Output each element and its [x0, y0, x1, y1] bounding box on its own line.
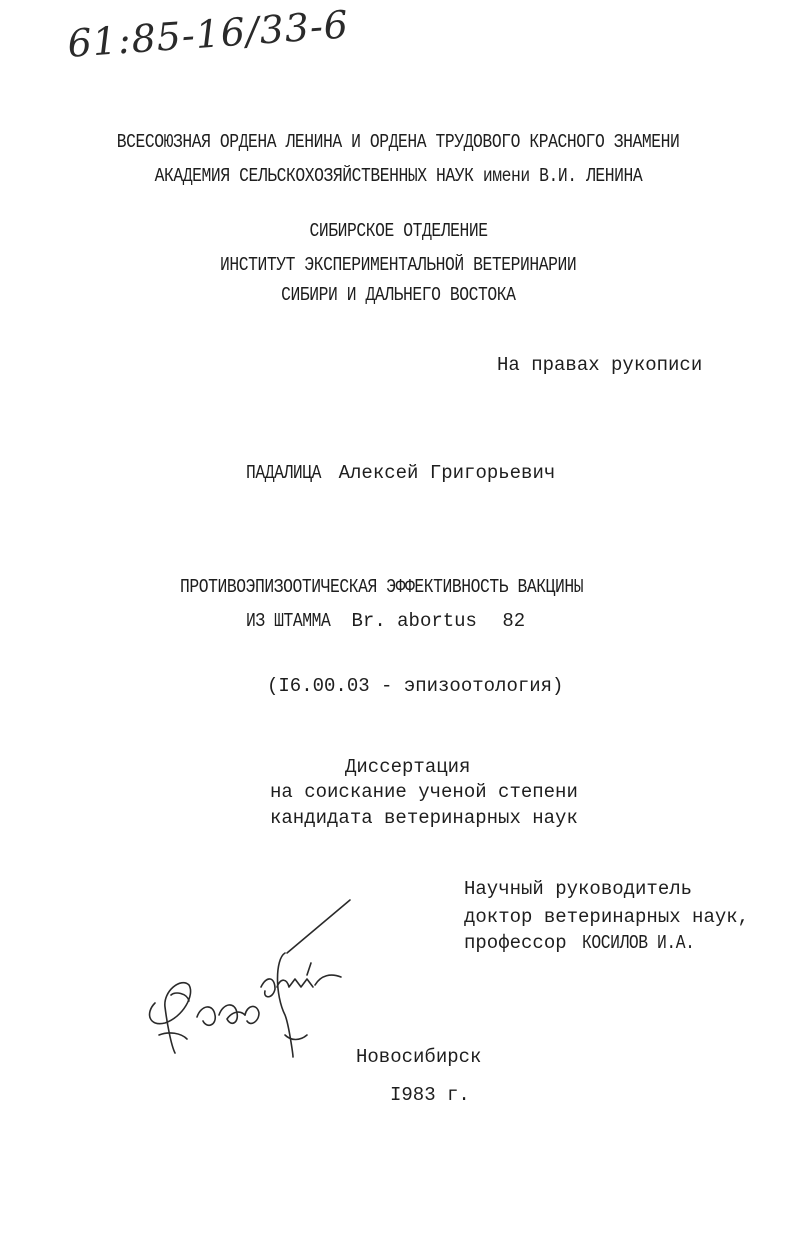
title-strain-prefix: ИЗ ШТАММА	[246, 610, 331, 632]
city: Новосибирск	[356, 1046, 482, 1068]
degree-line3: кандидата ветеринарных наук	[270, 807, 578, 829]
specialty-code: (I6.00.03 - эпизоотология)	[267, 675, 564, 697]
academy-name-line2: АКАДЕМИЯ СЕЛЬСКОХОЗЯЙСТВЕННЫХ НАУК имени В.И. ЛЕНИНА	[154, 165, 643, 187]
dissertation-title-line1: ПРОТИВОЭПИЗООТИЧЕСКАЯ ЭФФЕКТИВНОСТЬ ВАКЦИНЫ	[180, 576, 584, 598]
supervisor-title: профессор	[464, 932, 567, 954]
academy-name-line1: ВСЕСОЮЗНАЯ ОРДЕНА ЛЕНИНА И ОРДЕНА ТРУДОВОГО КРАСНОГО ЗНАМЕНИ	[117, 131, 680, 153]
supervisor-line1: Научный руководитель	[464, 878, 693, 900]
year: I983 г.	[390, 1084, 470, 1106]
author-surname: ПАДАЛИЦА	[246, 462, 322, 484]
archive-code-handwritten: 61:85-16/33-6	[66, 2, 351, 66]
manuscript-note: На правах рукописи	[497, 354, 703, 376]
degree-line2: на соискание ученой степени	[270, 781, 578, 803]
supervisor-line2: доктор ветеринарных наук,	[464, 906, 750, 928]
title-strain-number: 82	[502, 610, 526, 632]
degree-line1: Диссертация	[345, 756, 471, 778]
author-given-names: Алексей Григорьевич	[338, 462, 556, 484]
branch-name: СИБИРСКОЕ ОТДЕЛЕНИЕ	[309, 220, 488, 242]
author-signature	[135, 895, 375, 1055]
supervisor-name: КОСИЛОВ И.А.	[582, 932, 695, 954]
institute-name-line1: ИНСТИТУТ ЭКСПЕРИМЕНТАЛЬНОЙ ВЕТЕРИНАРИИ	[220, 254, 577, 276]
institute-name-line2: СИБИРИ И ДАЛЬНЕГО ВОСТОКА	[281, 284, 516, 306]
supervisor-line3	[464, 931, 713, 955]
author-name	[246, 461, 555, 485]
dissertation-title-line2	[246, 609, 525, 633]
title-strain-name: Br. abortus	[351, 610, 477, 632]
